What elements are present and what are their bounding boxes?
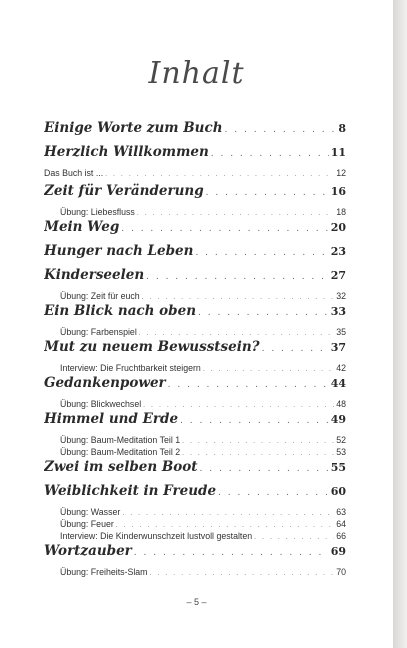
toc-leader-dots: [168, 380, 329, 390]
toc-chapter-entry: [44, 219, 346, 243]
toc-page-number: 66: [336, 531, 346, 541]
toc-page-number: 69: [330, 545, 346, 558]
toc-page-number: 37: [330, 341, 346, 354]
toc-page-number: 52: [336, 435, 346, 445]
toc-entry-title: Übung: Freiheits-Slam: [60, 567, 148, 577]
toc-entry-title: Interview: Die Kinderwunschzeit lustvoll gestalten: [60, 531, 253, 541]
toc-sub-entry: [44, 519, 346, 531]
toc-leader-dots: [137, 210, 334, 217]
toc-chapter-entry: [44, 243, 346, 267]
toc-leader-dots: [203, 366, 334, 373]
toc-entry-title: Ein Blick nach oben: [44, 303, 197, 319]
toc-entry-title: Übung: Feuer: [60, 519, 114, 529]
page-title: Inhalt: [148, 56, 245, 91]
toc-leader-dots: [180, 416, 329, 426]
toc-page-number: 49: [330, 413, 346, 426]
toc-chapter-entry: [44, 411, 346, 435]
toc-page-number: 53: [336, 447, 346, 457]
table-of-contents: [44, 120, 346, 579]
toc-sub-entry: [44, 567, 346, 579]
toc-sub-entry: [44, 327, 346, 339]
toc-chapter-entry: [44, 543, 346, 567]
toc-entry-title: Einige Worte zum Buch: [44, 120, 223, 136]
toc-leader-dots: [206, 188, 329, 198]
toc-entry-title: Übung: Blickwechsel: [60, 399, 142, 409]
toc-entry-title: Weiblichkeit in Freude: [44, 483, 217, 499]
toc-entry-title: Gedankenpower: [44, 375, 166, 391]
toc-page-number: 70: [336, 567, 346, 577]
toc-sub-entry: [44, 447, 346, 459]
toc-leader-dots: [116, 522, 334, 529]
toc-leader-dots: [105, 171, 334, 178]
toc-leader-dots: [254, 534, 334, 541]
toc-entry-title: Übung: Farbenspiel: [60, 327, 137, 337]
toc-page-number: 42: [336, 363, 346, 373]
toc-leader-dots: [182, 438, 334, 445]
page-edge-shadow: [393, 0, 407, 648]
toc-entry-title: Übung: Zeit für euch: [60, 291, 140, 301]
toc-entry-title: Interview: Die Fruchtbarkeit steigern: [60, 363, 201, 373]
toc-chapter-entry: [44, 339, 346, 363]
toc-page-number: 55: [330, 461, 346, 474]
toc-leader-dots: [146, 272, 329, 282]
toc-leader-dots: [195, 248, 328, 258]
toc-page-number: 63: [336, 507, 346, 517]
toc-entry-title: Übung: Baum-Meditation Teil 1: [60, 435, 181, 445]
toc-leader-dots: [200, 464, 329, 474]
toc-sub-entry: [44, 531, 346, 543]
toc-page-number: 27: [330, 269, 346, 282]
toc-chapter-entry: [44, 375, 346, 399]
toc-entry-title: Kinderseelen: [44, 267, 145, 283]
toc-entry-title: Mut zu neuem Bewusstsein?: [44, 339, 260, 355]
toc-page-number: 44: [330, 377, 346, 390]
toc-page-number: 35: [336, 327, 346, 337]
toc-leader-dots: [150, 570, 335, 577]
toc-leader-dots: [122, 510, 334, 517]
toc-entry-title: Zeit für Veränderung: [44, 183, 204, 199]
toc-chapter-entry: [44, 303, 346, 327]
toc-leader-dots: [121, 224, 328, 234]
toc-sub-entry: [44, 291, 346, 303]
toc-leader-dots: [225, 125, 337, 135]
toc-entry-title: Übung: Baum-Meditation Teil 2: [60, 447, 181, 457]
page-number: – 5 –: [186, 597, 207, 607]
toc-page-number: 12: [336, 168, 346, 178]
toc-entry-title: Himmel und Erde: [44, 411, 179, 427]
toc-sub-entry: [44, 207, 346, 219]
toc-entry-title: Übung: Wasser: [60, 507, 121, 517]
toc-page-number: 33: [330, 305, 346, 318]
toc-sub-entry: [44, 363, 346, 375]
toc-chapter-entry: [44, 183, 346, 207]
toc-page-number: 8: [338, 122, 346, 135]
toc-leader-dots: [211, 149, 329, 159]
toc-entry-title: Hunger nach Leben: [44, 243, 194, 259]
toc-leader-dots: [262, 344, 329, 354]
toc-entry-title: Mein Weg: [44, 219, 120, 235]
toc-leader-dots: [134, 548, 329, 558]
toc-page-number: 32: [336, 291, 346, 301]
toc-page-number: 64: [336, 519, 346, 529]
toc-leader-dots: [218, 488, 329, 498]
toc-sub-entry: [44, 435, 346, 447]
toc-chapter-entry: [44, 120, 346, 144]
toc-leader-dots: [143, 402, 334, 409]
toc-leader-dots: [182, 450, 334, 457]
toc-chapter-entry: [44, 483, 346, 507]
toc-entry-title: Herzlich Willkommen: [44, 144, 209, 160]
toc-entry-title: Wortzauber: [44, 543, 132, 559]
toc-page-number: 23: [330, 245, 346, 258]
toc-sub-entry: [44, 168, 346, 183]
toc-leader-dots: [198, 308, 329, 318]
toc-entry-title: Zwei im selben Boot: [44, 459, 198, 475]
toc-page-number: 60: [330, 485, 346, 498]
toc-chapter-entry: [44, 459, 346, 483]
toc-page-number: 48: [336, 399, 346, 409]
toc-chapter-entry: [44, 267, 346, 291]
toc-entry-title: Übung: Liebesfluss: [60, 207, 135, 217]
toc-entry-title: Das Buch ist ...: [44, 168, 104, 178]
toc-leader-dots: [142, 294, 334, 301]
toc-chapter-entry: [44, 144, 346, 168]
toc-page-number: 20: [330, 221, 346, 234]
toc-sub-entry: [44, 399, 346, 411]
toc-leader-dots: [139, 330, 334, 337]
toc-page-number: 11: [330, 146, 346, 159]
toc-sub-entry: [44, 507, 346, 519]
toc-page-number: 16: [330, 185, 346, 198]
toc-page-number: 18: [336, 207, 346, 217]
